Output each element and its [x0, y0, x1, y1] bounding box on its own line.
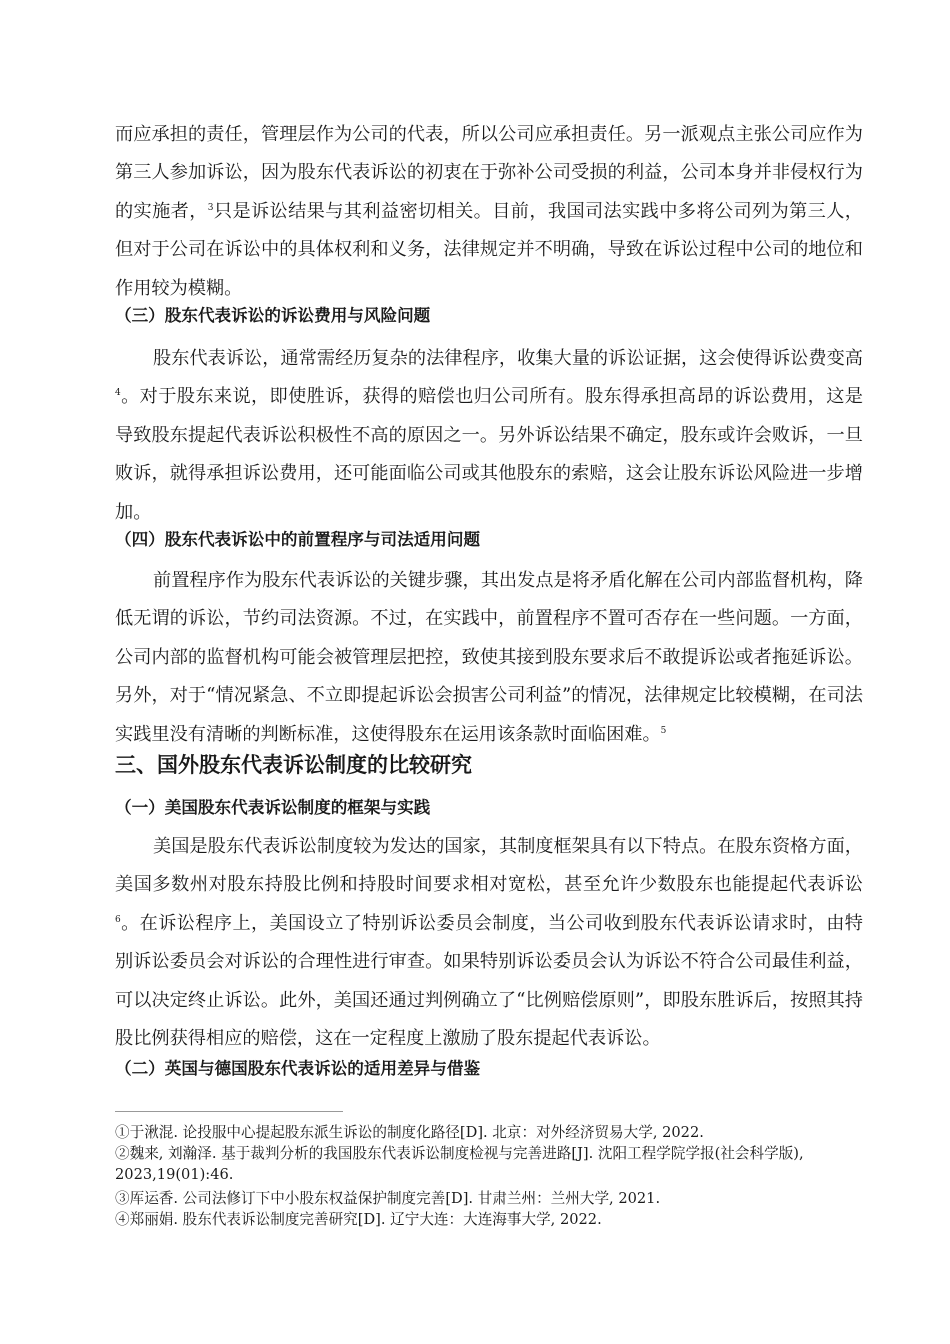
footnote-ref-3: 3 [207, 202, 214, 213]
footnote-4: ④郑丽娟. 股东代表诉讼制度完善研究[D]. 辽宁大连：大连海事大学, 2022. [115, 1211, 602, 1228]
paragraph-pre-procedure: 前置程序作为股东代表诉讼的关键步骤，其出发点是将矛盾化解在公司内部监督机构，降低无谓的诉讼，节约司法资源。不过，在实践中，前置程序不置可否存在一些问题。一方面，公司内部的监督机构可能会被管理层把控，致使其接到股东要求后不敢提诉讼或者拖延诉讼。另外，对于“情况紧急、不立即提起诉讼会损害公司利益”的情况，法律规定比较模糊，在司法实践里没有清晰的判断标准，这使得股东在运用该条款时面临困难。$^5$ [115, 570, 863, 745]
footnote-3: ③厍运香. 公司法修订下中小股东权益保护制度完善[D]. 甘肃兰州：兰州大学, 2021. [115, 1190, 661, 1207]
footnote-ref-4: 4 [115, 388, 121, 399]
footnote-ref-5: 5 [660, 725, 667, 736]
footnote-ref-6: 6 [115, 914, 121, 925]
footnote-2: ②魏来, 刘瀚泽. 基于裁判分析的我国股东代表诉讼制度检视与完善进路[J]. 沈阳工程学院学报(社会科学版), 2023,19(01):46. [115, 1145, 804, 1183]
footnote-1: ①于湫混. 论投服中心提起股东派生诉讼的制度化路径[D]. 北京：对外经济贸易大学, 2022. [115, 1124, 704, 1141]
footnote-divider [115, 1111, 343, 1112]
paragraph-litigation-costs: 股东代表诉讼，通常需经历复杂的法律程序，收集大量的诉讼证据，这会使得诉讼费变高$^4$。对于股东来说，即使胜诉，获得的赔偿也归公司所有。股东得承担高昂的诉讼费用，这是导致股东提起代表诉讼积极性不高的原因之一。另外诉讼结果不确定，股东或许会败诉，一旦败诉，就得承担诉讼费用，还可能面临公司或其他股东的索赔，这会让股东诉讼风险进一步增加。 [115, 348, 863, 523]
paragraph-us-framework: 美国是股东代表诉讼制度较为发达的国家，其制度框架具有以下特点。在股东资格方面，美国多数州对股东持股比例和持股时间要求相对宽松，甚至允许少数股东也能提起代表诉讼$^6$。在诉讼程序上，美国设立了特别诉讼委员会制度，当公司收到股东代表诉讼请求时，由特别诉讼委员会对诉讼的合理性进行审查。如果特别诉讼委员会认为诉讼不符合公司最佳利益，可以决定终止诉讼。此外，美国还通过判例确立了“比例赔偿原则”，即股东胜诉后，按照其持股比例获得相应的赔偿，这在一定程度上激励了股东提起代表诉讼。 [115, 836, 863, 1050]
section-title-foreign-comparison: 三、国外股东代表诉讼制度的比较研究 [115, 753, 472, 777]
heading-uk-germany: （二）英国与德国股东代表诉讼的适用差异与借鉴 [115, 1059, 481, 1078]
paragraph-company-role: 而应承担的责任，管理层作为公司的代表，所以公司应承担责任。另一派观点主张公司应作为第三人参加诉讼，因为股东代表诉讼的初衷在于弥补公司受损的利益，公司本身并非侵权行为的实施者，$^3$只是诉讼结果与其利益密切相关。目前，我国司法实践中多将公司列为第三人，但对于公司在诉讼中的具体权利和义务，法律规定并不明确，导致在诉讼过程中公司的地位和作用较为模糊。 [115, 124, 863, 299]
heading-us-framework: （一）美国股东代表诉讼制度的框架与实践 [115, 798, 431, 817]
heading-pre-procedure: （四）股东代表诉讼中的前置程序与司法适用问题 [115, 530, 481, 549]
heading-litigation-costs: （三）股东代表诉讼的诉讼费用与风险问题 [115, 306, 431, 325]
